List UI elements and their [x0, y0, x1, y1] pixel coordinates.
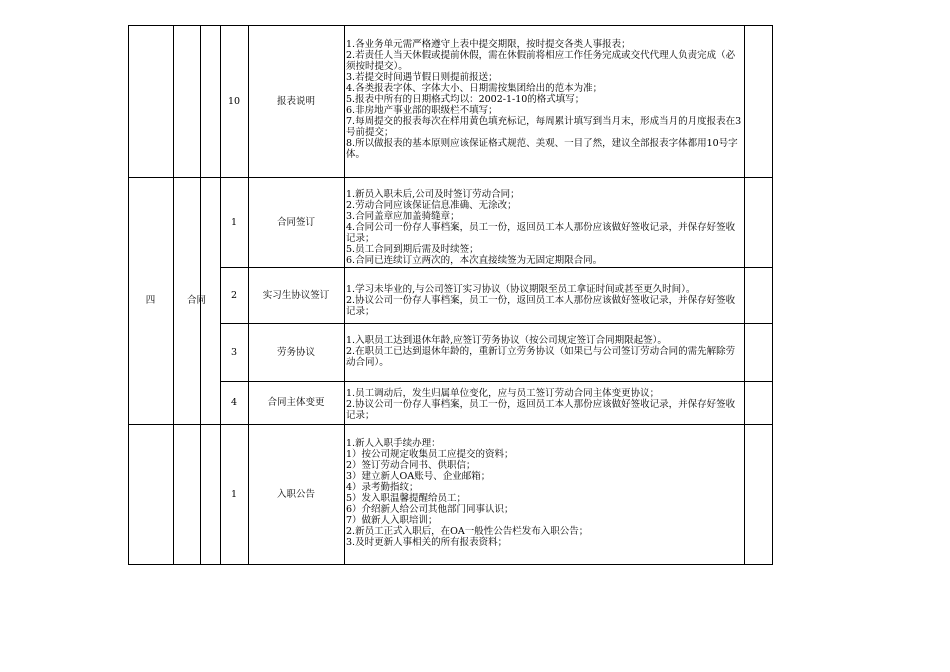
detail-line: 1.学习未毕业的,与公司签订实习协议（协议期限至员工拿证时间或甚至更久时间）。 [346, 284, 696, 295]
detail-line: 8.所以做报表的基本原则应该保证格式规范、美观、一目了然，建议全部报表字体都用10号字体。 [346, 138, 738, 160]
detail-line: 5）发入职温馨提醒给员工； [346, 493, 467, 504]
detail-line: 4.合同公司一份存人事档案，员工一份，返回员工本人那份应该做好签收记录，并保存好签收记录； [346, 222, 736, 244]
grid-line [772, 25, 773, 565]
row-index-cell: 3 [230, 346, 238, 358]
detail-line: 2.协议公司一份存人事档案，员工一份，返回员工本人那份应该做好签收记录，并保存好签收记录； [346, 399, 736, 421]
row-item-cell: 合同主体变更 [267, 397, 325, 408]
detail-line: 1.各业务单元需严格遵守上表中提交期限，按时提交各类人事报表； [346, 39, 631, 50]
row-detail-cell [345, 323, 744, 381]
detail-line: 2.劳动合同应该保证信息准确、无涂改； [346, 200, 517, 211]
detail-line: 2）签订劳动合同书、供职信； [346, 460, 476, 471]
row-index-cell: 1 [230, 216, 238, 228]
row-detail-cell [345, 267, 744, 323]
detail-line: 3.合同盖章应加盖骑缝章； [346, 211, 460, 222]
grid-line [128, 564, 773, 565]
detail-line: 6.合同已连续订立两次的，本次直接续签为无固定期限合同。 [346, 255, 603, 266]
detail-line: 1.新员入职未后,公司及时签订劳动合同； [346, 189, 520, 200]
detail-line: 3）建立新人OA账号、企业邮箱； [346, 471, 491, 482]
section-category-cell: 合同 [186, 295, 206, 306]
row-index-cell: 4 [230, 397, 238, 408]
detail-line: 2.新员工正式入职后，在OA一般性公告栏发布入职公告； [346, 526, 589, 537]
detail-line: 4.各类报表字体、字体大小、日期需按集团给出的范本为准； [346, 83, 603, 94]
row-item-cell: 实习生协议签订 [262, 289, 330, 301]
row-detail-cell [345, 381, 744, 424]
section-number-cell: 四 [145, 295, 156, 306]
row-item-cell: 劳务协议 [276, 346, 315, 358]
detail-line: 1.员工调动后，发生归属单位变化，应与员工签订劳动合同主体变更协议； [346, 388, 660, 399]
detail-line: 2.协议公司一份存人事档案，员工一份，返回员工本人那份应该做好签收记录，并保存好签收记录； [346, 295, 736, 317]
detail-line: 6）介绍新人给公司其他部门同事认识； [346, 504, 514, 515]
row-detail-cell [345, 177, 744, 267]
row-index-cell: 10 [227, 95, 241, 107]
detail-line: 3.及时更新人事相关的所有报表资料； [346, 537, 508, 548]
detail-line: 3.若提交时间遇节假日则提前报送； [346, 72, 498, 83]
detail-line: 2.若责任人当天休假或提前休假，需在休假前将相应工作任务完成或交代代理人负责完成（必须按时提交）。 [346, 50, 736, 72]
detail-line: 1.新人入职手续办理： [346, 438, 441, 449]
detail-line: 5.报表中所有的日期格式均以：2002-1-10的格式填写； [346, 94, 585, 105]
row-detail-cell [345, 25, 744, 177]
detail-line: 7）做新人入职培训； [346, 515, 438, 526]
row-item-cell: 报表说明 [276, 95, 315, 107]
detail-line: 6.非房地产事业部的职级栏不填写； [346, 105, 498, 116]
grid-line [744, 25, 745, 565]
row-index-cell: 2 [230, 289, 238, 301]
detail-line: 7.每周提交的报表每次在样用黄色填充标记，每周累计填写到当月末，形成当月的月度报表在3号前提交； [346, 116, 742, 138]
detail-line: 2.在职员工已达到退休年龄的，重新订立劳务协议（如果已与公司签订劳动合同的需先解除劳动合同）。 [346, 346, 736, 368]
row-index-cell: 1 [230, 488, 238, 500]
row-detail-cell [345, 424, 744, 564]
detail-line: 1）按公司规定收集员工应提交的资料； [346, 449, 514, 460]
detail-line: 1.入职员工达到退休年龄,应签订劳务协议（按公司规定签订合同期限起签）。 [346, 335, 667, 346]
row-item-cell: 合同签订 [276, 216, 315, 228]
row-item-cell: 入职公告 [276, 488, 315, 500]
detail-line: 5.员工合同到期后需及时续签； [346, 244, 479, 255]
detail-line: 4）录考勤指纹； [346, 482, 419, 493]
